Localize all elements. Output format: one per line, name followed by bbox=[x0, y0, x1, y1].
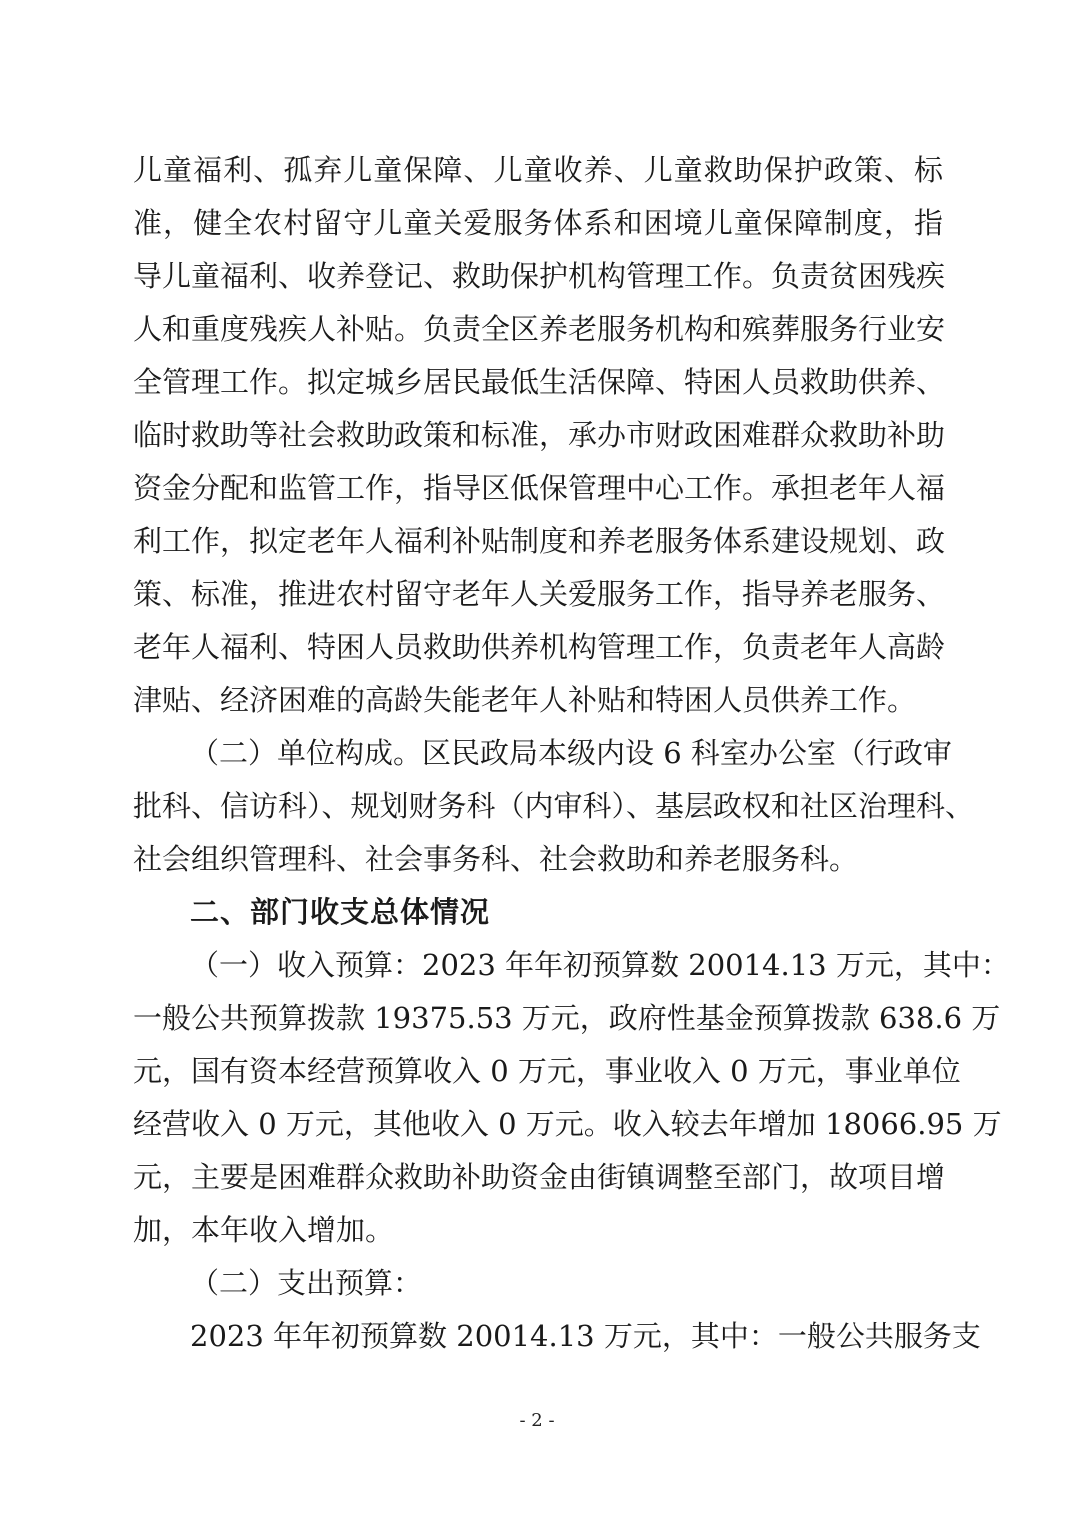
page-number: - 2 - bbox=[519, 1410, 555, 1431]
section-heading: 二、部门收支总体情况 bbox=[190, 895, 491, 929]
paragraph-line: 导儿童福利、收养登记、救助保护机构管理工作。负责贫困残疾 bbox=[133, 259, 946, 293]
paragraph-line: 准，健全农村留守儿童关爱服务体系和困境儿童保障制度，指 bbox=[133, 206, 943, 240]
paragraph-line: 全管理工作。拟定城乡居民最低生活保障、特困人员救助供养、 bbox=[133, 365, 946, 399]
paragraph-line: （二）单位构成。区民政局本级内设 6 科室办公室（行政审 bbox=[190, 736, 952, 770]
paragraph-line: 一般公共预算拨款 19375.53 万元，政府性基金预算拨款 638.6 万 bbox=[133, 1001, 1001, 1035]
paragraph-line: 社会组织管理科、社会事务科、社会救助和养老服务科。 bbox=[133, 842, 859, 876]
paragraph-line: 老年人福利、特困人员救助供养机构管理工作，负责老年人高龄 bbox=[133, 630, 946, 664]
paragraph-line: 津贴、经济困难的高龄失能老年人补贴和特困人员供养工作。 bbox=[133, 683, 917, 717]
paragraph-line: 临时救助等社会救助政策和标准，承办市财政困难群众救助补助 bbox=[133, 418, 946, 452]
paragraph-line: 批科、信访科）、规划财务科（内审科）、基层政权和社区治理科、 bbox=[133, 789, 975, 823]
paragraph-line: 利工作，拟定老年人福利补贴制度和养老服务体系建设规划、政 bbox=[133, 524, 946, 558]
paragraph-line: 元，主要是困难群众救助补助资金由街镇调整至部门，故项目增 bbox=[133, 1160, 946, 1194]
paragraph-line: 策、标准，推进农村留守老年人关爱服务工作，指导养老服务、 bbox=[133, 577, 946, 611]
paragraph-line: 元，国有资本经营预算收入 0 万元，事业收入 0 万元，事业单位 bbox=[133, 1054, 961, 1088]
paragraph-line: 资金分配和监管工作，指导区低保管理中心工作。承担老年人福 bbox=[133, 471, 946, 505]
paragraph-line: （二）支出预算： bbox=[190, 1266, 423, 1300]
paragraph-line: 儿童福利、孤弃儿童保障、儿童收养、儿童救助保护政策、标 bbox=[133, 153, 943, 187]
paragraph-line: （一）收入预算：2023 年年初预算数 20014.13 万元，其中： bbox=[190, 948, 1010, 982]
paragraph-line: 经营收入 0 万元，其他收入 0 万元。收入较去年增加 18066.95 万 bbox=[133, 1107, 1002, 1141]
paragraph-line: 人和重度残疾人补贴。负责全区养老服务机构和殡葬服务行业安 bbox=[133, 312, 946, 346]
paragraph-line: 加，本年收入增加。 bbox=[133, 1213, 395, 1247]
paragraph-line: 2023 年年初预算数 20014.13 万元，其中：一般公共服务支 bbox=[190, 1319, 981, 1353]
